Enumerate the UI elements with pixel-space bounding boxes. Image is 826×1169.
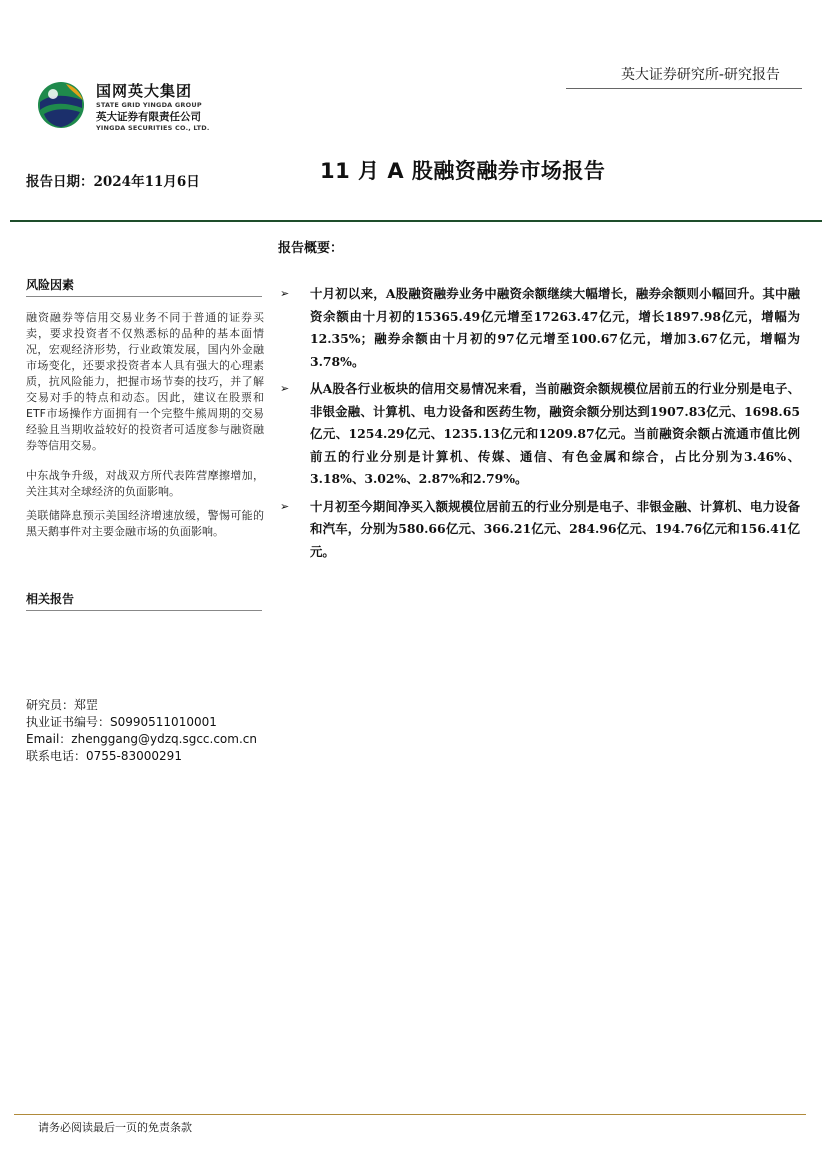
related-reports-heading: 相关报告 bbox=[26, 590, 262, 611]
report-date: 报告日期：2024年11月6日 bbox=[26, 174, 200, 190]
summary-bullet-text: 十月初以来，A股融资融券业务中融资余额继续大幅增长，融券余额则小幅回升。其中融资余额由十月初的15365.49亿元增至17263.47亿元，增长1897.98亿元，增幅为12.35%；融券余额由十月初的97亿元增至100.67亿元，增加3.67亿元，增幅为3.78%。 bbox=[310, 286, 800, 369]
researcher-email[interactable]: Email：zhenggang@ydzq.sgcc.com.cn bbox=[26, 732, 257, 746]
summary-bullet-text: 从A股各行业板块的信用交易情况来看，当前融资余额规模位居前五的行业分别是电子、非银金融、计算机、电力设备和医药生物，融资余额分别达到1907.83亿元、1698.65亿元、1254.29亿元、1235.13亿元和1209.87亿元。当前融资余额占流通市值比例前五的行业分别是计算机、传媒、通信、有色金属和综合，占比分别为3.46%、3.18%、3.02%、2.87%和2.79%。 bbox=[310, 381, 800, 486]
researcher-cert: 执业证书编号：S0990511010001 bbox=[26, 715, 217, 729]
arrow-bullet-icon: ➢ bbox=[280, 287, 290, 300]
summary-bullets bbox=[278, 283, 800, 568]
risk-paragraph-1: 融资融券等信用交易业务不同于普通的证券买卖，要求投资者不仅熟悉标的品种的基本面情况，宏观经济形势，行业政策发展，国内外金融市场变化，还要求投资者本人具有强大的心理素质，抗风险能力，把握市场节奏的技巧，并了解交易对手的特点和动态。因此，建议在股票和ETF市场操作方面拥有一个完整牛熊周期的交易经验且当期收益较好的投资者可适度参与融资融券等信用交易。 bbox=[26, 311, 264, 452]
risk-paragraph-3: 美联储降息预示美国经济增速放缓，警惕可能的黑天鹅事件对主要金融市场的负面影响。 bbox=[26, 509, 264, 538]
summary-bullet-1 bbox=[278, 283, 800, 373]
summary-bullet-3 bbox=[278, 496, 800, 564]
logo-company-name-en: STATE GRID YINGDA GROUP bbox=[96, 101, 202, 109]
company-logo bbox=[36, 80, 266, 140]
header-divider bbox=[566, 88, 802, 89]
page-title: 11 月 A 股融资融券市场报告 bbox=[320, 159, 606, 183]
researcher-info bbox=[26, 697, 257, 765]
summary-bullet-2 bbox=[278, 378, 800, 491]
logo-company-name-cn: 国网英大集团 bbox=[96, 82, 193, 100]
risk-paragraph-2: 中东战争升级，对战双方所代表阵营摩擦增加，关注其对全球经济的负面影响。 bbox=[26, 469, 264, 498]
summary-heading: 报告概要： bbox=[278, 241, 344, 256]
arrow-bullet-icon: ➢ bbox=[280, 382, 290, 395]
researcher-phone: 联系电话：0755-83000291 bbox=[26, 749, 182, 763]
arrow-bullet-icon: ➢ bbox=[280, 499, 290, 513]
researcher-name: 研究员：郑罡 bbox=[26, 698, 99, 712]
globe-logo-icon bbox=[36, 80, 86, 130]
footer-divider bbox=[14, 1114, 806, 1115]
footer-disclaimer: 请务必阅读最后一页的免责条款 bbox=[38, 1121, 192, 1134]
logo-subsidiary-name-en: YINGDA SECURITIES CO., LTD. bbox=[96, 124, 210, 132]
institute-label: 英大证券研究所-研究报告 bbox=[620, 67, 780, 83]
main-divider bbox=[10, 220, 822, 222]
risk-factors-heading: 风险因素 bbox=[26, 276, 262, 297]
summary-bullet-text: 十月初至今期间净买入额规模位居前五的行业分别是电子、非银金融、计算机、电力设备和汽车，分别为580.66亿元、366.21亿元、284.96亿元、194.76亿元和156.41亿元。 bbox=[310, 498, 800, 559]
logo-subsidiary-name-cn: 英大证券有限责任公司 bbox=[96, 111, 201, 123]
